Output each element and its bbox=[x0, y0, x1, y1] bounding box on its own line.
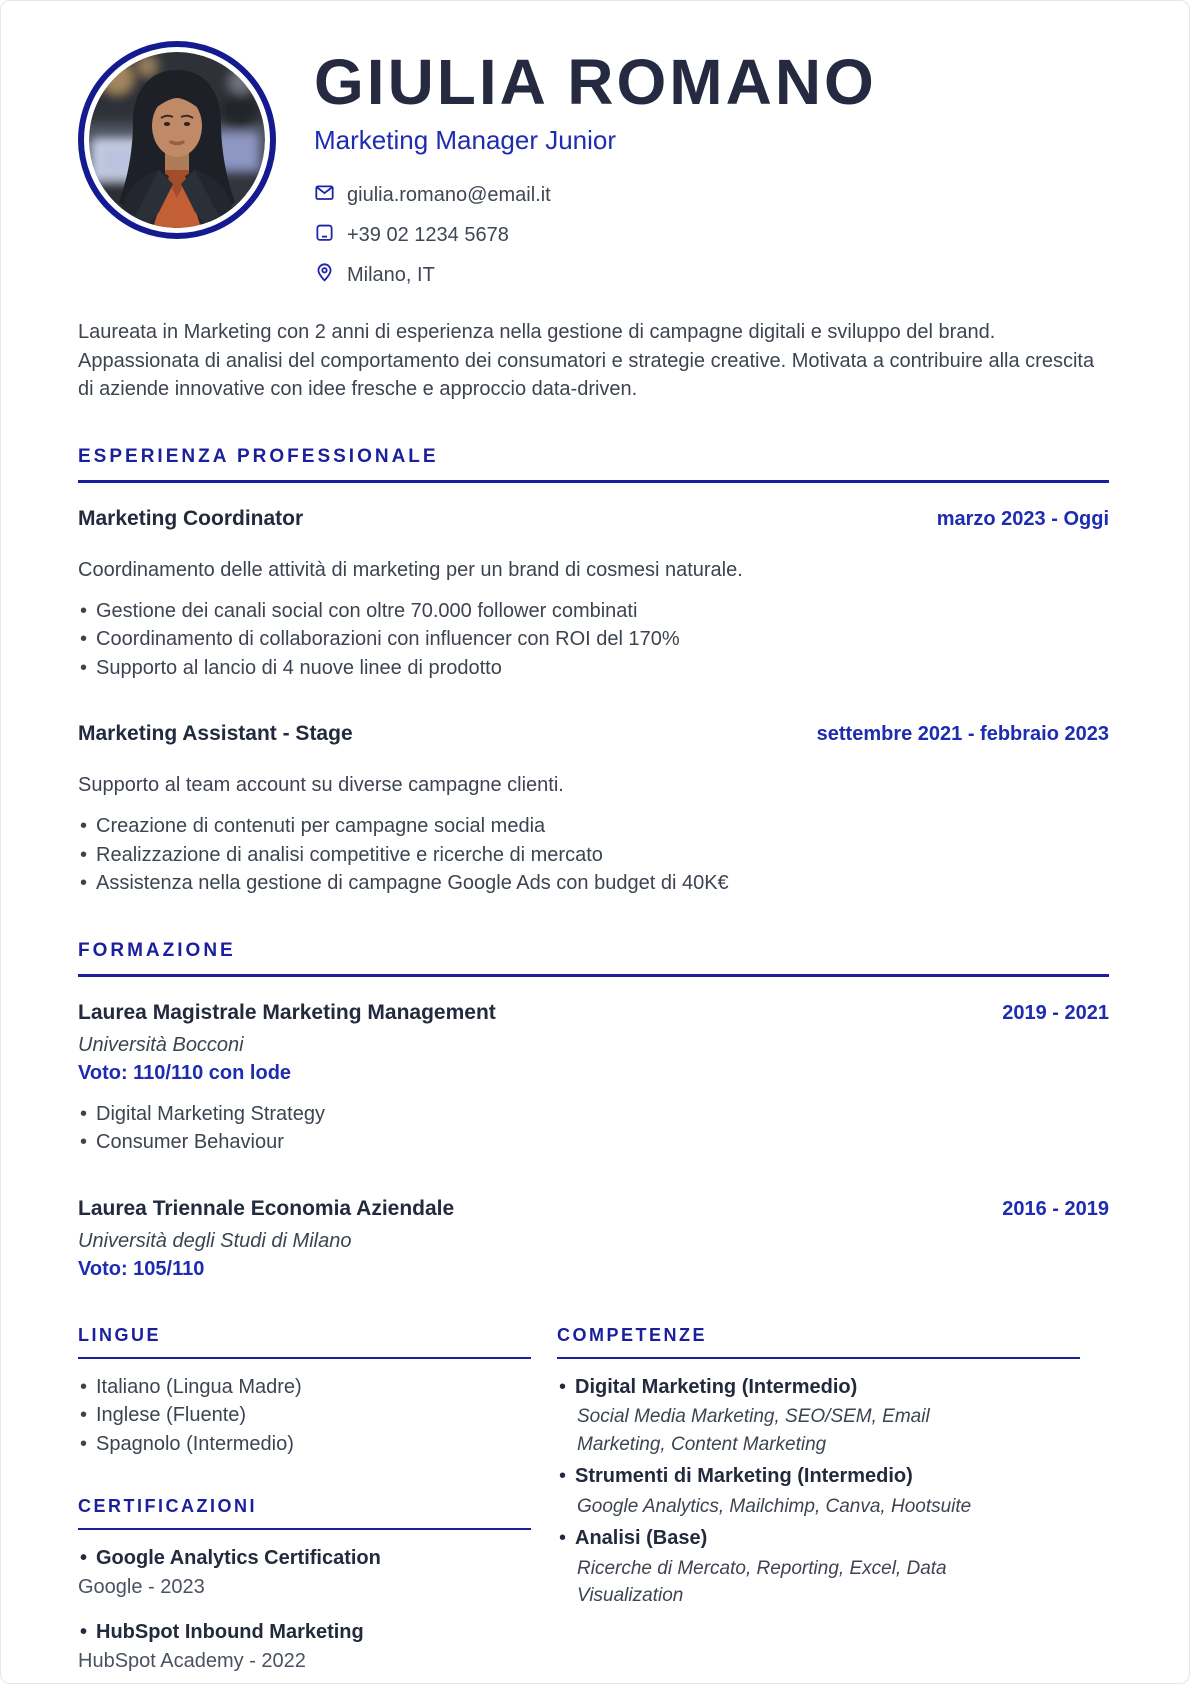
certification-item bbox=[78, 1547, 531, 1599]
degree-entry bbox=[78, 1197, 1109, 1281]
skill-details: Google Analytics, Mailchimp, Canva, Hootsuite bbox=[577, 1495, 972, 1517]
job-description: Supporto al team account su diverse campagne clienti. bbox=[78, 774, 564, 797]
experience-heading: ESPERIENZA PROFESSIONALE bbox=[78, 446, 1109, 483]
job-entry bbox=[78, 507, 1109, 683]
skill-details: Social Media Marketing, SEO/SEM, Email Marketing, Content Marketing bbox=[577, 1406, 930, 1455]
job-description: Coordinamento delle attività di marketing per un brand di cosmesi naturale. bbox=[78, 558, 743, 581]
job-title: Marketing Coordinator bbox=[78, 506, 304, 530]
certification-item bbox=[78, 1621, 531, 1673]
job-dates: marzo 2023 - Oggi bbox=[936, 507, 1109, 530]
skill-title: • Analisi (Base) bbox=[557, 1524, 1080, 1553]
education-heading: FORMAZIONE bbox=[78, 940, 1109, 977]
degree-school: Università degli Studi di Milano bbox=[78, 1229, 352, 1252]
job-bullet: • Creazione di contenuti per campagne social media bbox=[78, 812, 1109, 841]
section-languages bbox=[78, 1325, 531, 1459]
left-column bbox=[78, 1325, 531, 1674]
location-icon bbox=[314, 262, 335, 288]
person-title: Marketing Manager Junior bbox=[314, 125, 617, 156]
languages-heading: LINGUE bbox=[78, 1325, 531, 1359]
contact-list bbox=[314, 182, 877, 288]
contact-phone bbox=[314, 222, 877, 248]
certification-title: • HubSpot Inbound Marketing bbox=[78, 1621, 531, 1644]
language-item: • Italiano (Lingua Madre) bbox=[78, 1373, 531, 1402]
job-bullets bbox=[78, 812, 1109, 898]
job-bullet: • Supporto al lancio di 4 nuove linee di prodotto bbox=[78, 654, 1109, 683]
degree-bullet: • Consumer Behaviour bbox=[78, 1128, 1109, 1157]
languages-list bbox=[78, 1373, 531, 1459]
profile-summary: Laureata in Marketing con 2 anni di esperienza nella gestione di campagne digitali e sviluppo del brand. Appassionata di analisi del comportamento dei consumatori e strategie creative. Motivata a contribuire alla crescita di aziende innovative con idee fresche e approccio data-driven. bbox=[78, 321, 1095, 401]
contact-email bbox=[314, 182, 877, 208]
degree-grade: Voto: 110/110 con lode bbox=[78, 1061, 292, 1084]
skills-heading: COMPETENZE bbox=[557, 1325, 1080, 1359]
resume-header bbox=[78, 41, 1109, 302]
skill-details: Ricerche di Mercato, Reporting, Excel, Data Visualization bbox=[577, 1557, 947, 1607]
job-bullet: • Assistenza nella gestione di campagne Google Ads con budget di 40K€ bbox=[78, 869, 1109, 898]
phone-icon bbox=[314, 222, 335, 248]
profile-photo-ring bbox=[78, 41, 276, 239]
skills-list bbox=[557, 1373, 1080, 1610]
skill-item bbox=[557, 1462, 1080, 1520]
job-dates: settembre 2021 - febbraio 2023 bbox=[816, 723, 1109, 746]
job-bullets bbox=[78, 597, 1109, 683]
skill-item bbox=[557, 1524, 1080, 1610]
certifications-heading: CERTIFICAZIONI bbox=[78, 1496, 531, 1530]
skill-title: • Strumenti di Marketing (Intermedio) bbox=[557, 1462, 1080, 1491]
degree-bullet: • Digital Marketing Strategy bbox=[78, 1100, 1109, 1129]
job-bullet: • Coordinamento di collaborazioni con influencer con ROI del 170% bbox=[78, 625, 1109, 654]
degree-dates: 2019 - 2021 bbox=[1002, 1001, 1109, 1024]
certification-issuer: HubSpot Academy - 2022 bbox=[78, 1650, 306, 1673]
location-text: Milano, IT bbox=[347, 263, 435, 286]
degree-entry bbox=[78, 1001, 1109, 1157]
certification-issuer: Google - 2023 bbox=[78, 1576, 205, 1599]
degree-dates: 2016 - 2019 bbox=[1002, 1197, 1109, 1220]
section-certifications bbox=[78, 1496, 531, 1673]
email-icon bbox=[314, 182, 335, 208]
language-item: • Spagnolo (Intermedio) bbox=[78, 1430, 531, 1459]
profile-photo bbox=[89, 52, 265, 228]
degree-grade: Voto: 105/110 bbox=[78, 1257, 205, 1280]
job-entry bbox=[78, 722, 1109, 898]
header-info bbox=[314, 46, 877, 302]
skill-item bbox=[557, 1373, 1080, 1459]
bottom-columns bbox=[78, 1325, 1078, 1674]
degree-title: Laurea Triennale Economia Aziendale bbox=[78, 1196, 455, 1220]
phone-text: +39 02 1234 5678 bbox=[347, 223, 509, 246]
email-text: giulia.romano@email.it bbox=[347, 183, 551, 206]
degree-bullets bbox=[78, 1100, 1109, 1157]
section-education bbox=[78, 940, 1109, 1281]
certification-title: • Google Analytics Certification bbox=[78, 1547, 531, 1570]
contact-location bbox=[314, 262, 877, 288]
right-column bbox=[557, 1325, 1080, 1674]
job-title: Marketing Assistant - Stage bbox=[78, 722, 353, 746]
person-name: GIULIA ROMANO bbox=[314, 46, 877, 118]
degree-title: Laurea Magistrale Marketing Management bbox=[78, 1000, 496, 1024]
section-experience bbox=[78, 446, 1109, 898]
degree-school: Università Bocconi bbox=[78, 1033, 244, 1056]
language-item: • Inglese (Fluente) bbox=[78, 1401, 531, 1430]
job-bullet: • Gestione dei canali social con oltre 70.000 follower combinati bbox=[78, 597, 1109, 626]
skill-title: • Digital Marketing (Intermedio) bbox=[557, 1373, 1080, 1402]
section-skills bbox=[557, 1325, 1080, 1610]
job-bullet: • Realizzazione di analisi competitive e ricerche di mercato bbox=[78, 841, 1109, 870]
